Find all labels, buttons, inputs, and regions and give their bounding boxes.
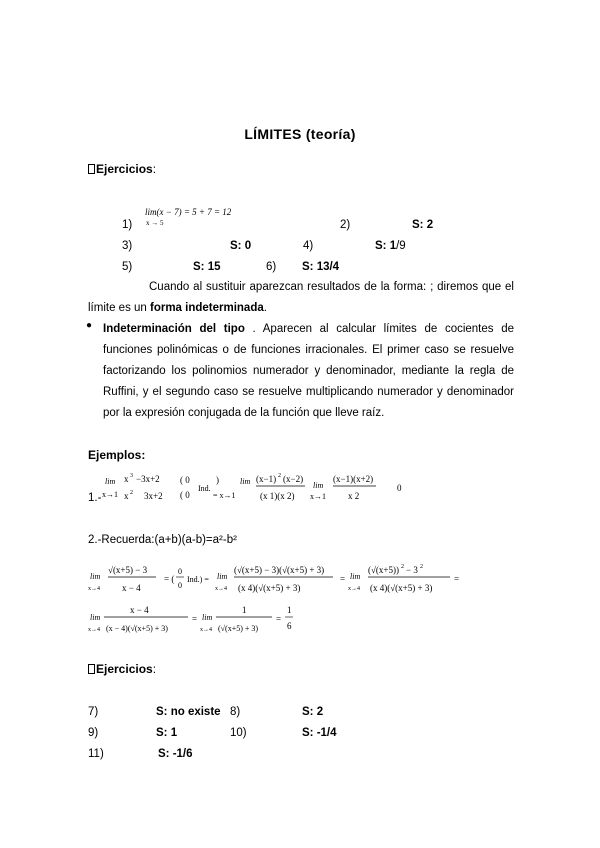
ex11-number: 11) [88,748,104,760]
svg-text:0: 0 [178,581,182,590]
bullet-paragraph: Indeterminación del tipo . Aparecen al calcular límites de cocientes de funciones polinómicas o de funciones irracionales. El primer caso se resuelve factorizando los polinomios numerador y denominador, mediante la regla de Ruffini, y el segundo caso se resuelve multiplicando numerador y denominador por la expresión conjugada de la función que lleve raíz. [103,323,514,419]
svg-text:(x 4)(√(x+5) + 3): (x 4)(√(x+5) + 3) [238,583,301,593]
svg-text:(x 1)(x 2): (x 1)(x 2) [260,491,295,501]
ex2-solution: S: 2 [412,219,434,231]
svg-text:x: x [124,474,129,484]
svg-text:lim: lim [90,572,101,581]
ex8-number: 8) [230,706,241,718]
svg-text:x→1: x→1 [102,490,118,499]
svg-text:x→4: x→4 [215,586,227,592]
svg-text:(x−2): (x−2) [283,474,304,484]
svg-text:6: 6 [287,621,292,631]
svg-text:lim: lim [313,481,324,490]
svg-text:(√(x+5) − 3)(√(x+5) + 3): (√(x+5) − 3)(√(x+5) + 3) [234,565,325,575]
example1-formula [100,470,410,506]
svg-text:x→4: x→4 [88,627,100,633]
ex2-number: 2) [340,219,351,231]
svg-text:−3x+2: −3x+2 [136,474,160,484]
svg-text:x: x [124,491,129,501]
svg-text:1: 1 [242,605,247,615]
svg-text:3x+2: 3x+2 [144,491,163,501]
svg-text:2: 2 [401,564,404,570]
svg-text:(x − 4)(√(x+5) + 3): (x − 4)(√(x+5) + 3) [106,624,168,633]
ex1-expression: lim(x − 7) = 5 + 7 = 12 x → 5 [145,207,232,227]
svg-text:Ind.: Ind. [198,484,211,493]
ex9-number: 9) [88,727,99,739]
page-title: LÍMITES (teoría) [244,126,356,142]
ex3-number: 3) [122,240,133,252]
svg-text:(x−1)(x+2): (x−1)(x+2) [333,474,374,484]
ejemplos-heading: Ejemplos: [88,448,146,462]
svg-text:(√(x+5) + 3): (√(x+5) + 3) [218,624,259,633]
svg-text:(√(x+5)): (√(x+5)) [368,565,400,575]
svg-text:x − 4: x − 4 [130,605,149,615]
svg-text:lim: lim [90,613,101,622]
svg-text:lim: lim [202,613,213,622]
ex6-solution: S: 13/4 [302,261,340,273]
svg-text:0: 0 [397,483,402,493]
svg-text:( 0: ( 0 [180,475,190,485]
svg-text:x 2: x 2 [348,491,360,501]
example1-prefix: 1.- [88,492,102,504]
svg-text:(x−1): (x−1) [256,474,277,484]
svg-text:= x→1: = x→1 [213,491,236,500]
svg-text:lim: lim [105,477,116,486]
ex4-number: 4) [303,240,314,252]
ex1-number: 1) [122,219,133,231]
svg-text:x→4: x→4 [88,586,100,592]
svg-text:x→1: x→1 [310,492,326,501]
svg-text:=: = [454,574,460,584]
svg-text:1: 1 [287,605,292,615]
svg-text:3: 3 [130,473,133,479]
ex10-number: 10) [230,727,247,739]
example2-formula [88,560,468,636]
svg-text:( 0: ( 0 [180,490,190,500]
svg-text:2: 2 [130,490,133,496]
svg-text:0: 0 [178,567,182,576]
checkbox-glyph-icon [88,664,95,674]
svg-text:x − 4: x − 4 [122,583,141,593]
ex9-solution: S: 1 [156,727,178,739]
ex5-number: 5) [122,261,133,273]
ex7-number: 7) [88,706,99,718]
svg-text:2: 2 [420,564,423,570]
paragraph-indeterminate: Cuando al sustituir aparezcan resultados de la forma: ; diremos que el límite es un forma indeterminada. [88,281,514,314]
section-ejercicios-1: Ejercicios: [88,162,156,176]
svg-text:(x 4)(√(x+5) + 3): (x 4)(√(x+5) + 3) [370,583,433,593]
ex5-solution: S: 15 [193,261,221,273]
svg-text:=: = [276,614,282,624]
ex8-solution: S: 2 [302,706,324,718]
svg-text:lim: lim [240,477,251,486]
svg-text:= (: = ( [164,574,175,584]
ex3-solution: S: 0 [230,240,252,252]
checkbox-glyph-icon [88,164,95,174]
example2-label: 2.-Recuerda:(a+b)(a-b)=a²-b² [88,534,237,546]
svg-text:=: = [192,614,198,624]
bullet-icon: ● [86,320,93,331]
svg-text:2: 2 [278,473,281,479]
svg-text:Ind.) =: Ind.) = [187,575,209,584]
section-ejercicios-2: Ejercicios: [88,662,156,676]
svg-text:=: = [340,574,346,584]
svg-text:lim: lim [350,572,361,581]
ex7-solution: S: no existe [156,706,221,718]
svg-text:): ) [216,475,219,485]
svg-text:x→4: x→4 [200,627,212,633]
ex10-solution: S: -1/4 [302,727,337,739]
svg-text:√(x+5) − 3: √(x+5) − 3 [108,565,148,575]
ex6-number: 6) [266,261,277,273]
ex4-solution: S: 1/9 [375,240,406,252]
svg-text:lim: lim [217,572,228,581]
svg-text:− 3: − 3 [406,565,418,575]
ex11-solution: S: -1/6 [158,748,193,760]
svg-text:x→4: x→4 [348,586,360,592]
